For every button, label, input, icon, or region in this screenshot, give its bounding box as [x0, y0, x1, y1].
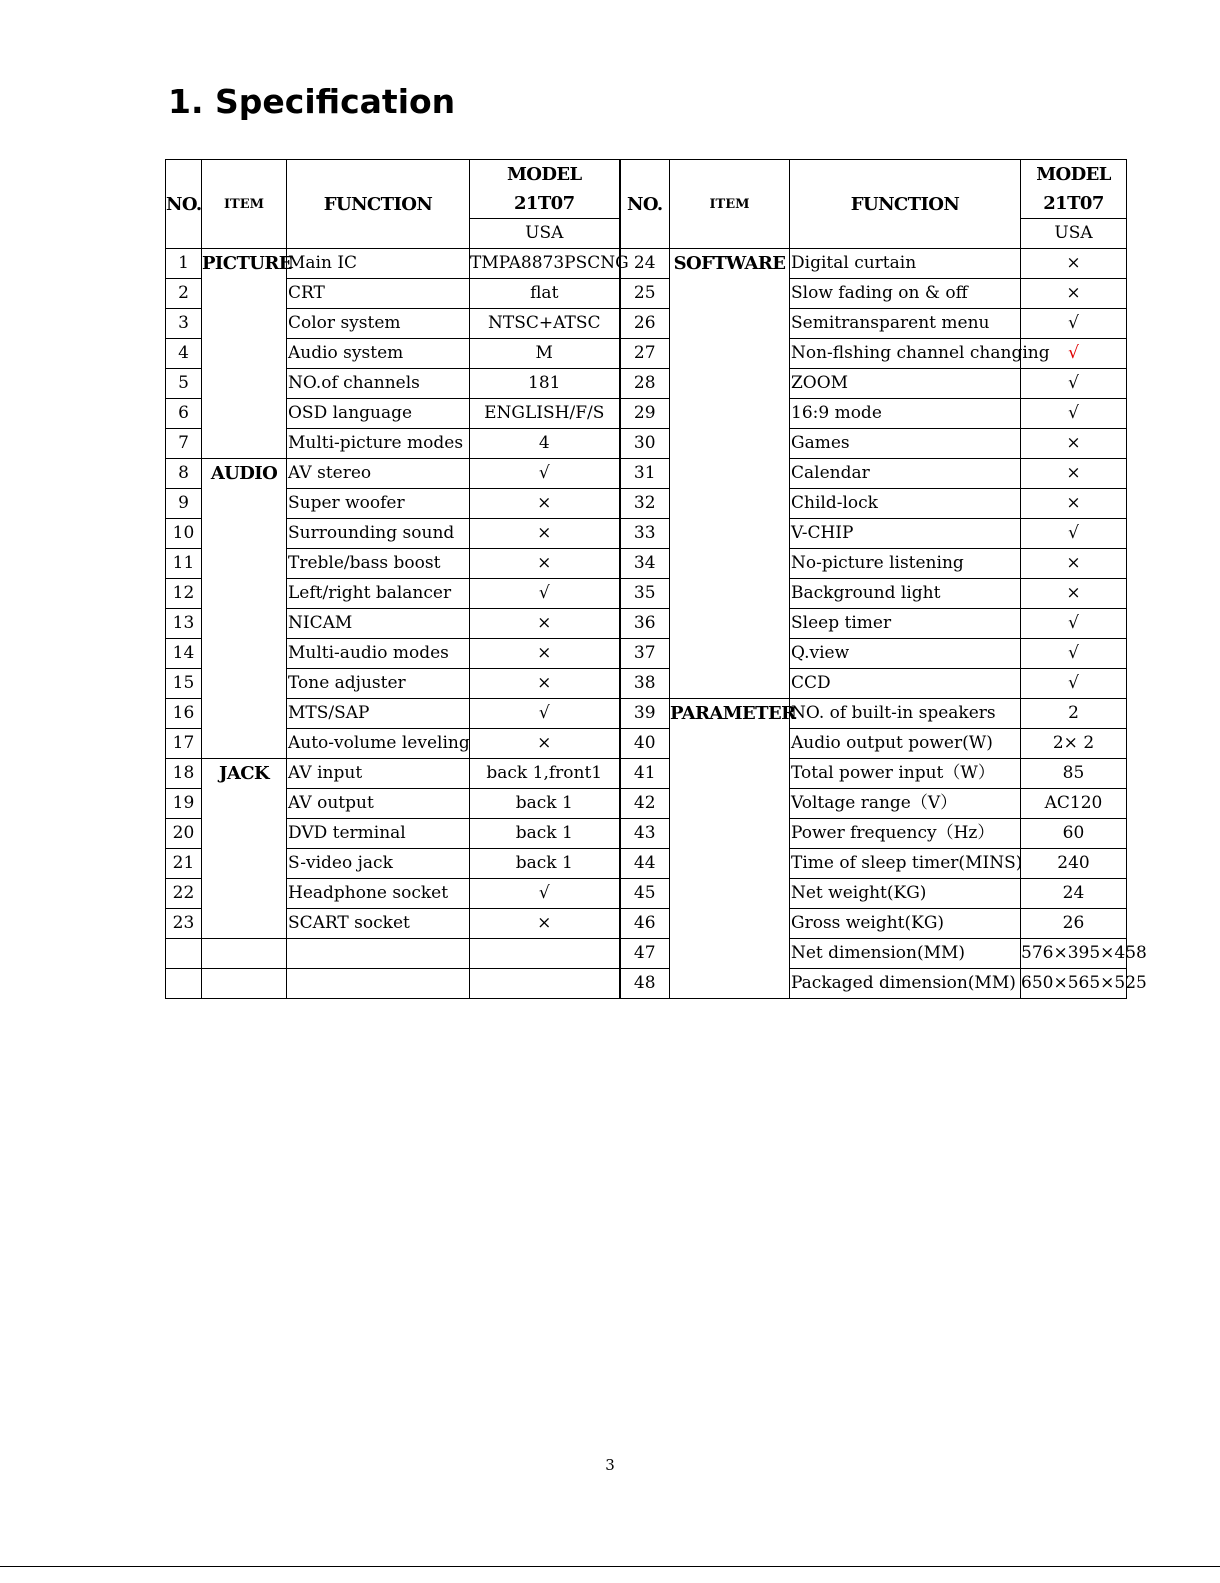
row-number: 8	[166, 459, 202, 489]
function-name: Multi-audio modes	[287, 639, 470, 669]
model-value: 240	[1021, 849, 1127, 879]
category-parameter: PARAMETER	[670, 699, 790, 999]
model-value: √	[470, 879, 620, 909]
page-title: 1. Specification	[168, 82, 456, 121]
row-number: 6	[166, 399, 202, 429]
row-number: 43	[620, 819, 670, 849]
row-number: 37	[620, 639, 670, 669]
function-name: Background light	[790, 579, 1021, 609]
header-no-left: NO.	[166, 160, 202, 249]
row-number: 34	[620, 549, 670, 579]
function-name: NO.of channels	[287, 369, 470, 399]
row-number: 18	[166, 759, 202, 789]
model-value: √	[1021, 519, 1127, 549]
row-number: 5	[166, 369, 202, 399]
function-name: Packaged dimension(MM)	[790, 969, 1021, 999]
function-name: Gross weight(KG)	[790, 909, 1021, 939]
row-number: 30	[620, 429, 670, 459]
function-name: Power frequency（Hz）	[790, 819, 1021, 849]
header-item-right: ITEM	[670, 160, 790, 249]
model-value	[470, 939, 620, 969]
header-model-number-right: 21T07	[1021, 189, 1127, 219]
function-name: Slow fading on & off	[790, 279, 1021, 309]
bottom-rule	[0, 1566, 1220, 1567]
row-number: 29	[620, 399, 670, 429]
category-software: SOFTWARE	[670, 249, 790, 699]
empty-category-cell	[202, 969, 287, 999]
row-number: 7	[166, 429, 202, 459]
header-region-left: USA	[470, 219, 620, 249]
model-value: ×	[470, 609, 620, 639]
row-number: 10	[166, 519, 202, 549]
function-name: Surrounding sound	[287, 519, 470, 549]
model-value: ×	[1021, 489, 1127, 519]
table-row	[166, 789, 1127, 819]
table-row	[166, 639, 1127, 669]
row-number: 12	[166, 579, 202, 609]
function-name: V-CHIP	[790, 519, 1021, 549]
function-name: Treble/bass boost	[287, 549, 470, 579]
function-name: AV stereo	[287, 459, 470, 489]
function-name: Net dimension(MM)	[790, 939, 1021, 969]
model-value: ×	[1021, 579, 1127, 609]
function-name: NO. of built-in speakers	[790, 699, 1021, 729]
row-number: 24	[620, 249, 670, 279]
table-row	[166, 669, 1127, 699]
table-row	[166, 519, 1127, 549]
row-number: 33	[620, 519, 670, 549]
row-number: 47	[620, 939, 670, 969]
row-number: 2	[166, 279, 202, 309]
function-name: Time of sleep timer(MINS)	[790, 849, 1021, 879]
function-name: DVD terminal	[287, 819, 470, 849]
function-name: Tone adjuster	[287, 669, 470, 699]
function-name: NICAM	[287, 609, 470, 639]
row-number: 25	[620, 279, 670, 309]
model-value: ×	[470, 669, 620, 699]
header-model-left: MODEL	[470, 160, 620, 190]
table-row	[166, 909, 1127, 939]
function-name: Voltage range（V）	[790, 789, 1021, 819]
row-number: 20	[166, 819, 202, 849]
table-row	[166, 249, 1127, 279]
row-number: 3	[166, 309, 202, 339]
header-region-right: USA	[1021, 219, 1127, 249]
model-value: 4	[470, 429, 620, 459]
function-name: Semitransparent menu	[790, 309, 1021, 339]
row-number: 4	[166, 339, 202, 369]
row-number: 1	[166, 249, 202, 279]
function-name: Games	[790, 429, 1021, 459]
row-number: 17	[166, 729, 202, 759]
function-name: CRT	[287, 279, 470, 309]
table-row	[166, 429, 1127, 459]
function-name: Super woofer	[287, 489, 470, 519]
row-number: 46	[620, 909, 670, 939]
model-value: √	[1021, 369, 1127, 399]
function-name: Sleep timer	[790, 609, 1021, 639]
model-value-highlighted: √	[1021, 339, 1127, 369]
function-name: 16:9 mode	[790, 399, 1021, 429]
function-name: Q.view	[790, 639, 1021, 669]
model-value: TMPA8873PSCNG	[470, 249, 620, 279]
model-value: flat	[470, 279, 620, 309]
model-value: √	[1021, 609, 1127, 639]
model-value: 85	[1021, 759, 1127, 789]
model-value: ×	[470, 909, 620, 939]
model-value: 650×565×525	[1021, 969, 1127, 999]
function-name: Multi-picture modes	[287, 429, 470, 459]
row-number: 41	[620, 759, 670, 789]
table-row	[166, 879, 1127, 909]
table-row	[166, 969, 1127, 999]
model-value: back 1	[470, 819, 620, 849]
row-number: 42	[620, 789, 670, 819]
table-row	[166, 459, 1127, 489]
function-name	[287, 939, 470, 969]
model-value: 24	[1021, 879, 1127, 909]
model-value: ×	[470, 729, 620, 759]
model-value: √	[1021, 639, 1127, 669]
row-number: 39	[620, 699, 670, 729]
function-name: Digital curtain	[790, 249, 1021, 279]
row-number: 13	[166, 609, 202, 639]
row-number: 31	[620, 459, 670, 489]
row-number: 15	[166, 669, 202, 699]
table-row	[166, 369, 1127, 399]
model-value: ×	[470, 639, 620, 669]
function-name: Non-flshing channel changing	[790, 339, 1021, 369]
function-name: Color system	[287, 309, 470, 339]
row-number: 44	[620, 849, 670, 879]
model-value: √	[470, 699, 620, 729]
row-number: 19	[166, 789, 202, 819]
model-value: back 1,front1	[470, 759, 620, 789]
function-name	[287, 969, 470, 999]
table-row	[166, 279, 1127, 309]
function-name: Audio output power(W)	[790, 729, 1021, 759]
header-model-right: MODEL	[1021, 160, 1127, 190]
function-name: Main IC	[287, 249, 470, 279]
function-name: Audio system	[287, 339, 470, 369]
row-number: 38	[620, 669, 670, 699]
function-name: Calendar	[790, 459, 1021, 489]
category-picture: PICTURE	[202, 249, 287, 459]
category-audio: AUDIO	[202, 459, 287, 759]
category-jack: JACK	[202, 759, 287, 939]
table-row	[166, 759, 1127, 789]
model-value	[470, 969, 620, 999]
row-number: 40	[620, 729, 670, 759]
model-value: 181	[470, 369, 620, 399]
row-number: 35	[620, 579, 670, 609]
table-row	[166, 819, 1127, 849]
function-name: Left/right balancer	[287, 579, 470, 609]
table-row	[166, 489, 1127, 519]
model-value: ×	[470, 489, 620, 519]
function-name: Headphone socket	[287, 879, 470, 909]
model-value: ×	[1021, 249, 1127, 279]
function-name: Net weight(KG)	[790, 879, 1021, 909]
model-value: 2	[1021, 699, 1127, 729]
row-number: 36	[620, 609, 670, 639]
function-name: S-video jack	[287, 849, 470, 879]
table-row	[166, 609, 1127, 639]
model-value: 26	[1021, 909, 1127, 939]
model-value: NTSC+ATSC	[470, 309, 620, 339]
model-value: √	[1021, 399, 1127, 429]
table-row	[166, 309, 1127, 339]
model-value: √	[1021, 669, 1127, 699]
table-row	[166, 339, 1127, 369]
specification-table	[165, 159, 1147, 999]
row-number: 45	[620, 879, 670, 909]
row-number: 16	[166, 699, 202, 729]
row-number: 32	[620, 489, 670, 519]
header-item-left: ITEM	[202, 160, 287, 249]
model-value: 576×395×458	[1021, 939, 1127, 969]
model-value: ×	[1021, 429, 1127, 459]
model-value: ×	[1021, 279, 1127, 309]
row-number: 22	[166, 879, 202, 909]
header-function-right: FUNCTION	[790, 160, 1021, 249]
function-name: SCART socket	[287, 909, 470, 939]
row-number	[166, 969, 202, 999]
model-value: ×	[1021, 549, 1127, 579]
empty-category-cell	[202, 939, 287, 969]
model-value: √	[1021, 309, 1127, 339]
model-value: 60	[1021, 819, 1127, 849]
table-row	[166, 699, 1127, 729]
header-function-left: FUNCTION	[287, 160, 470, 249]
function-name: No-picture listening	[790, 549, 1021, 579]
table-row	[166, 399, 1127, 429]
model-value: ×	[1021, 459, 1127, 489]
header-no-right: NO.	[620, 160, 670, 249]
model-value: back 1	[470, 789, 620, 819]
table-row	[166, 549, 1127, 579]
model-value: √	[470, 459, 620, 489]
function-name: Auto-volume leveling	[287, 729, 470, 759]
row-number: 11	[166, 549, 202, 579]
row-number: 48	[620, 969, 670, 999]
function-name: MTS/SAP	[287, 699, 470, 729]
row-number: 23	[166, 909, 202, 939]
model-value: 2× 2	[1021, 729, 1127, 759]
model-value: ×	[470, 549, 620, 579]
model-value: M	[470, 339, 620, 369]
table-row	[166, 849, 1127, 879]
header-row	[166, 160, 1127, 190]
model-value: √	[470, 579, 620, 609]
row-number: 14	[166, 639, 202, 669]
function-name: AV output	[287, 789, 470, 819]
function-name: ZOOM	[790, 369, 1021, 399]
row-number: 9	[166, 489, 202, 519]
table-row	[166, 939, 1127, 969]
row-number: 26	[620, 309, 670, 339]
function-name: CCD	[790, 669, 1021, 699]
table-row	[166, 579, 1127, 609]
row-number: 27	[620, 339, 670, 369]
function-name: Total power input（W）	[790, 759, 1021, 789]
function-name: OSD language	[287, 399, 470, 429]
model-value: ENGLISH/F/S	[470, 399, 620, 429]
header-model-number-left: 21T07	[470, 189, 620, 219]
row-number: 21	[166, 849, 202, 879]
model-value: ×	[470, 519, 620, 549]
table-row	[166, 729, 1127, 759]
page-number: 3	[605, 1456, 615, 1474]
model-value: AC120	[1021, 789, 1127, 819]
function-name: AV input	[287, 759, 470, 789]
row-number: 28	[620, 369, 670, 399]
row-number	[166, 939, 202, 969]
model-value: back 1	[470, 849, 620, 879]
function-name: Child-lock	[790, 489, 1021, 519]
